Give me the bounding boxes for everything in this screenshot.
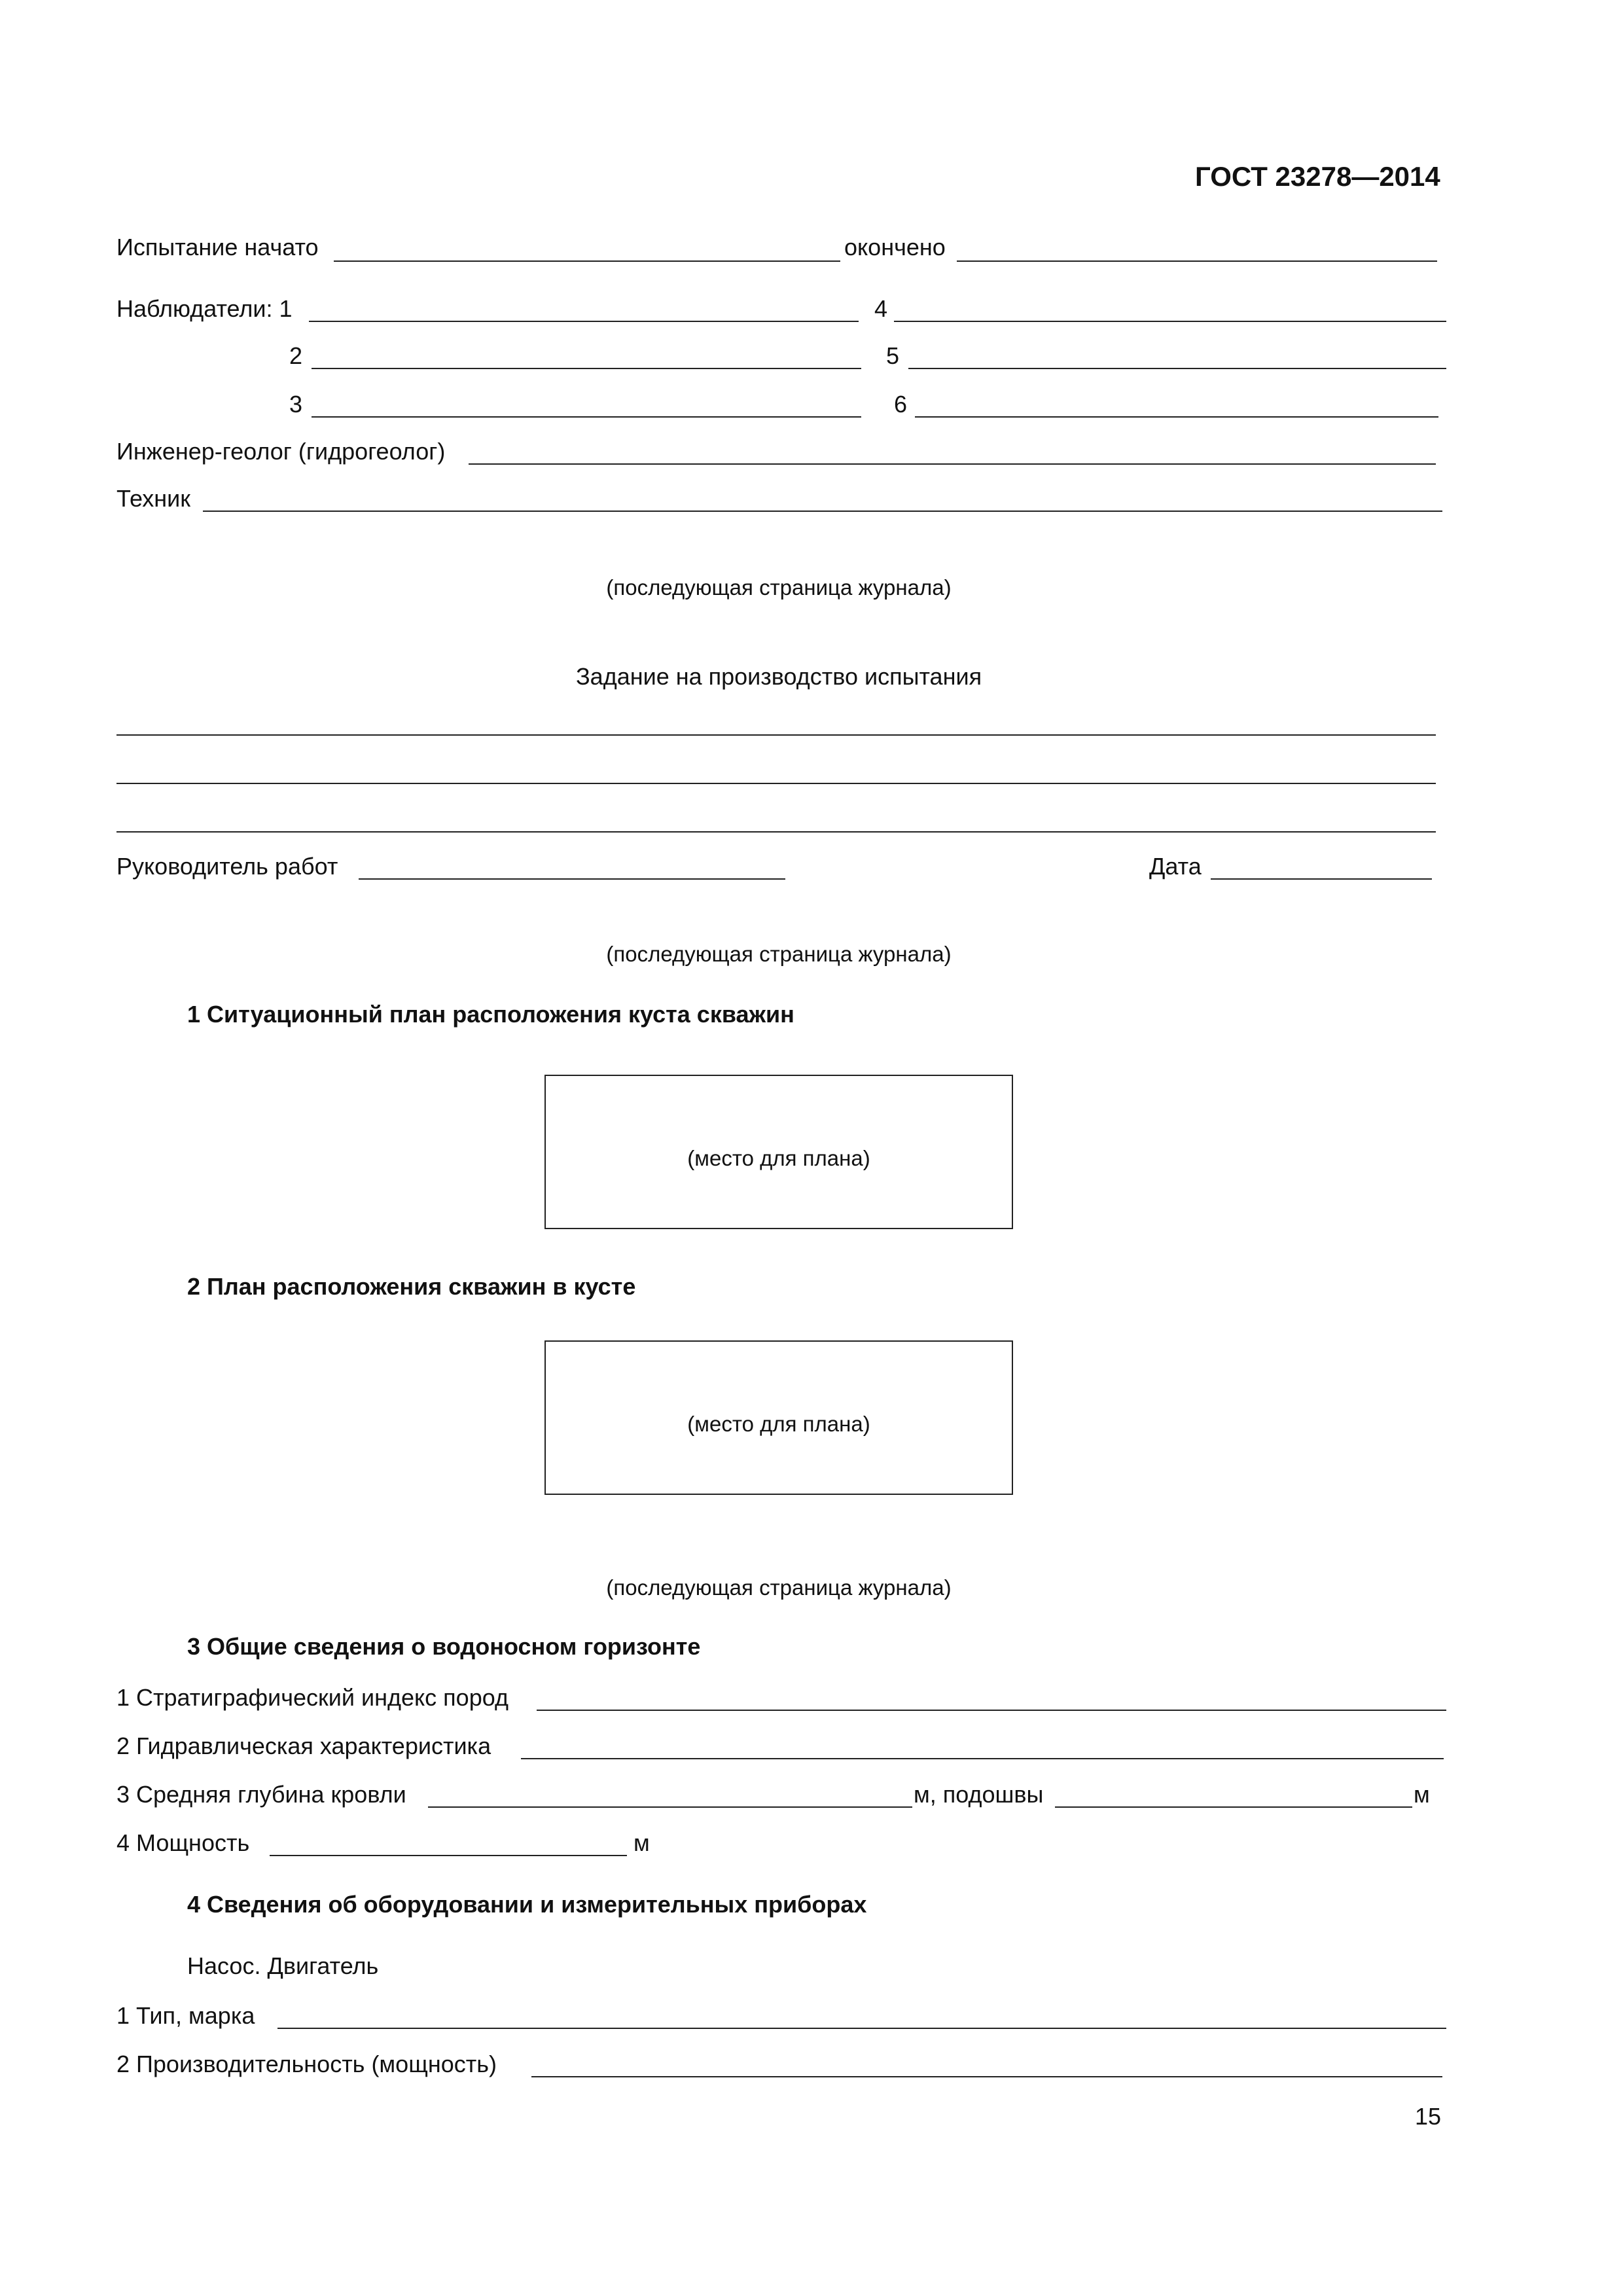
- section-4-title: 4 Сведения об оборудовании и измерительных приборах: [187, 1891, 867, 1918]
- section-2-title: 2 План расположения скважин в кусте: [187, 1273, 636, 1300]
- observer-3-field[interactable]: [312, 416, 861, 418]
- next-page-note: (последующая страница журнала): [606, 1575, 952, 1600]
- assignment-line-1[interactable]: [116, 734, 1436, 736]
- observer-6-label: 6: [894, 391, 908, 418]
- date-field[interactable]: [1211, 878, 1432, 880]
- observer-2-label: 2: [289, 342, 303, 369]
- manager-label: Руководитель работ: [116, 853, 338, 880]
- observer-1-field[interactable]: [309, 321, 859, 322]
- manager-field[interactable]: [359, 878, 785, 880]
- stratigraphic-index-field[interactable]: [537, 1710, 1446, 1711]
- type-brand-field[interactable]: [277, 2028, 1446, 2029]
- hydraulic-characteristic-field[interactable]: [521, 1758, 1444, 1759]
- page-number: 15: [1415, 2103, 1442, 2130]
- roof-depth-field[interactable]: [428, 1806, 912, 1808]
- next-page-note: (последующая страница журнала): [606, 575, 952, 600]
- well-plan-placeholder: (место для плана): [687, 1412, 870, 1436]
- observer-3-label: 3: [289, 391, 303, 418]
- observer-6-field[interactable]: [915, 416, 1438, 418]
- test-started-field[interactable]: [334, 260, 840, 262]
- site-plan-placeholder: (место для плана): [687, 1146, 870, 1170]
- test-finished-field[interactable]: [957, 260, 1437, 262]
- sole-label: м, подошвы: [914, 1781, 1044, 1808]
- stratigraphic-index-label: 1 Стратиграфический индекс пород: [116, 1684, 508, 1711]
- thickness-unit: м: [633, 1829, 650, 1856]
- technician-label: Техник: [116, 485, 190, 512]
- observer-4-field[interactable]: [894, 321, 1446, 322]
- hydraulic-characteristic-label: 2 Гидравлическая характеристика: [116, 1732, 491, 1759]
- assignment-title: Задание на производство испытания: [575, 663, 982, 690]
- pump-engine-subtitle: Насос. Двигатель: [187, 1952, 379, 1979]
- roof-depth-label: 3 Средняя глубина кровли: [116, 1781, 406, 1808]
- type-brand-label: 1 Тип, марка: [116, 2002, 255, 2029]
- section-3-title: 3 Общие сведения о водоносном горизонте: [187, 1633, 701, 1660]
- technician-field[interactable]: [203, 511, 1442, 512]
- observer-2-field[interactable]: [312, 368, 861, 369]
- thickness-field[interactable]: [270, 1855, 627, 1856]
- engineer-label: Инженер-геолог (гидрогеолог): [116, 438, 446, 465]
- test-finished-label: окончено: [844, 234, 946, 260]
- site-plan-box: [544, 1075, 1013, 1229]
- assignment-line-2[interactable]: [116, 783, 1436, 784]
- engineer-field[interactable]: [469, 463, 1436, 465]
- observers-label: Наблюдатели: 1: [116, 295, 293, 322]
- document-standard-number: ГОСТ 23278—2014: [1195, 161, 1440, 192]
- thickness-label: 4 Мощность: [116, 1829, 250, 1856]
- capacity-field[interactable]: [531, 2076, 1442, 2077]
- well-plan-box: [544, 1340, 1013, 1495]
- sole-unit: м: [1414, 1781, 1430, 1808]
- observer-5-field[interactable]: [908, 368, 1446, 369]
- capacity-label: 2 Производительность (мощность): [116, 2051, 497, 2077]
- section-1-title: 1 Ситуационный план расположения куста скважин: [187, 1001, 794, 1028]
- test-started-label: Испытание начато: [116, 234, 319, 260]
- next-page-note: (последующая страница журнала): [606, 942, 952, 966]
- observer-5-label: 5: [886, 342, 900, 369]
- sole-depth-field[interactable]: [1055, 1806, 1412, 1808]
- observer-4-label: 4: [874, 295, 888, 322]
- assignment-line-3[interactable]: [116, 831, 1436, 833]
- date-label: Дата: [1149, 853, 1202, 880]
